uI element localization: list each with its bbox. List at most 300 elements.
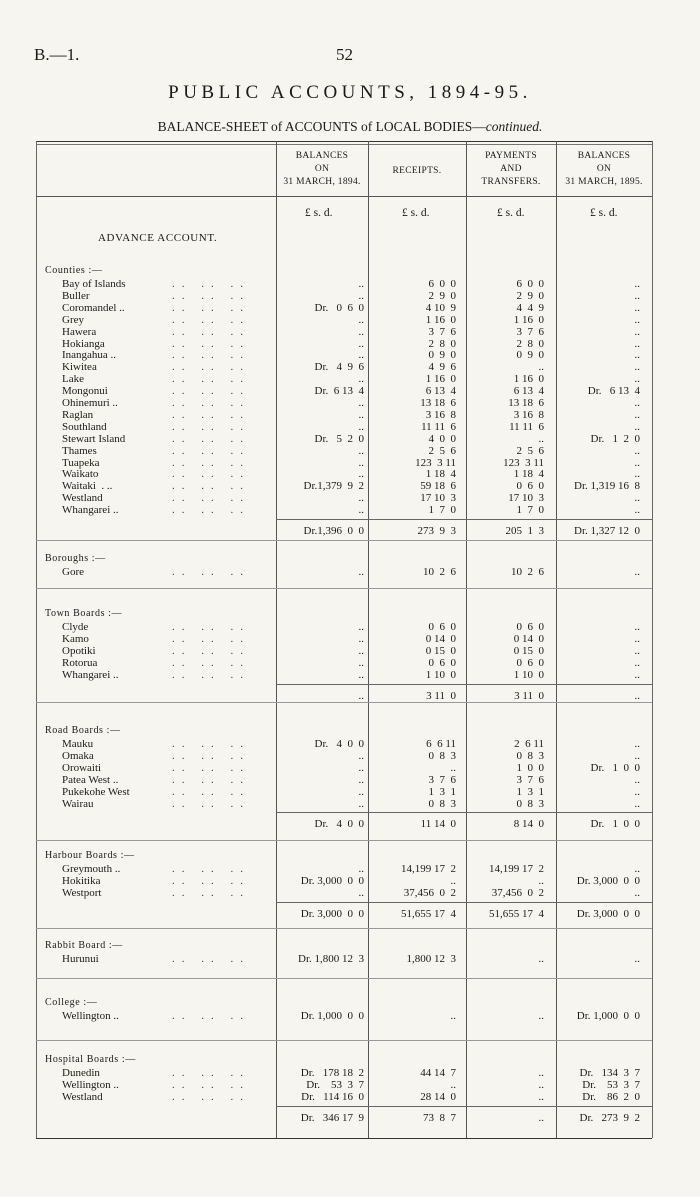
payments: 0 14 0 [513, 632, 544, 645]
total-c1: .. [358, 689, 364, 702]
table-row [36, 786, 652, 798]
row-name: Westland [62, 1090, 103, 1103]
balance-1895: .. [634, 408, 640, 421]
table-row [36, 397, 652, 409]
balance-1895: .. [634, 337, 640, 350]
receipts: 28 14 0 [420, 1090, 456, 1103]
payments: .. [538, 432, 544, 445]
table-row [36, 1067, 652, 1079]
payments: 3 7 6 [516, 325, 544, 338]
table-right-border [652, 141, 653, 1138]
total-c4: Dr. 273 9 2 [579, 1111, 640, 1124]
total-c2: 3 11 0 [426, 689, 456, 702]
table-row [36, 1091, 652, 1103]
balance-1895: .. [634, 773, 640, 786]
leader-dots: .. .. .. [172, 621, 250, 633]
section-title: College :— [45, 997, 98, 1008]
payments: 1 16 0 [513, 373, 544, 386]
row-name: Opotiki [62, 644, 96, 657]
row-name: Lake [62, 373, 84, 386]
row-name: Kamo [62, 632, 89, 645]
total-rule [276, 902, 652, 903]
table-row [36, 492, 652, 504]
table-row [36, 457, 652, 469]
balance-1895: .. [634, 468, 640, 481]
section-title: Rabbit Board :— [45, 940, 123, 951]
total-c3: .. [538, 1111, 544, 1124]
receipts: 6 0 0 [428, 278, 456, 290]
balance-1894: Dr. 53 3 7 [306, 1078, 364, 1091]
balance-1895: .. [634, 738, 640, 750]
table-row [36, 750, 652, 762]
receipts: 37,456 0 2 [403, 886, 456, 899]
total-c4: Dr. 1 0 0 [590, 818, 640, 831]
balance-1895: .. [634, 785, 640, 798]
payments: 37,456 0 2 [491, 886, 544, 899]
table-row [36, 633, 652, 645]
total-c3: 3 11 0 [514, 689, 544, 702]
section-separator [36, 588, 652, 589]
row-name: Southland [62, 420, 107, 433]
row-name: Wellington .. [62, 1010, 119, 1022]
row-name: Coromandel .. [62, 301, 125, 314]
table-row [36, 798, 652, 810]
receipts: .. [450, 874, 456, 887]
row-name: Dunedin [62, 1067, 100, 1079]
leader-dots: .. .. .. [172, 1078, 250, 1091]
row-name: Grey [62, 313, 84, 326]
table-row [36, 314, 652, 326]
balance-1895: .. [634, 668, 640, 681]
subtitle-main: BALANCE-SHEET of ACCOUNTS of LOCAL BODIES— [157, 119, 486, 134]
receipts: 10 2 6 [423, 566, 456, 578]
receipts: 2 5 6 [428, 444, 456, 457]
table-top-rule [36, 141, 652, 142]
balance-1894: .. [358, 886, 364, 899]
leader-dots: .. .. .. [172, 289, 250, 302]
payments: 0 6 0 [516, 480, 544, 493]
leader-dots: .. .. .. [172, 385, 250, 398]
table-row [36, 657, 652, 669]
column-header [556, 150, 652, 189]
leader-dots: .. .. .. [172, 1067, 250, 1079]
column-header-line: TRANSFERS. [481, 177, 541, 187]
section-separator [36, 978, 652, 979]
receipts: .. [450, 1078, 456, 1091]
table-row [36, 1079, 652, 1091]
header-bottom-rule [36, 196, 652, 197]
total-c1: Dr. 346 17 9 [300, 1111, 364, 1124]
balance-1895: .. [634, 313, 640, 326]
section-title: Town Boards :— [45, 608, 123, 619]
leader-dots: .. .. .. [172, 456, 250, 469]
balance-1895: .. [634, 797, 640, 810]
payments: 11 11 6 [509, 420, 544, 433]
column-header [466, 150, 556, 189]
receipts: 1 10 0 [425, 668, 456, 681]
section-separator [36, 540, 652, 541]
payments: 0 6 0 [516, 656, 544, 669]
leader-dots: .. .. .. [172, 373, 250, 386]
page-subtitle [0, 119, 700, 135]
column-header-line: ON [596, 164, 612, 174]
table-row [36, 468, 652, 480]
total-c1: Dr.1,396 0 0 [303, 525, 364, 537]
balance-1894: .. [358, 444, 364, 457]
leader-dots: .. .. .. [172, 504, 250, 517]
balance-1894: .. [358, 785, 364, 798]
payments: .. [538, 1067, 544, 1079]
table-row [36, 433, 652, 445]
payments: .. [538, 1010, 544, 1022]
balance-1894: .. [358, 621, 364, 633]
currency-units: £ s. d. [590, 207, 618, 219]
receipts: 4 0 0 [428, 432, 456, 445]
row-name: Inangahua .. [62, 349, 117, 362]
payments: 2 5 6 [516, 444, 544, 457]
balance-1894: .. [358, 373, 364, 386]
total-c4: Dr. 1,327 12 0 [574, 525, 640, 537]
balance-1895: Dr. 1 0 0 [590, 761, 640, 774]
receipts: 14,199 17 2 [401, 863, 456, 875]
receipts: 11 11 6 [421, 420, 456, 433]
row-name: Waikato [62, 468, 99, 481]
payments: 2 8 0 [516, 337, 544, 350]
row-name: Patea West .. [62, 773, 119, 786]
leader-dots: .. .. .. [172, 656, 250, 669]
balance-1894: .. [358, 468, 364, 481]
balance-1895: Dr. 3,000 0 0 [576, 874, 640, 887]
row-name: Hurunui [62, 953, 99, 965]
table-row [36, 887, 652, 899]
document-code: B.—1. [34, 45, 80, 64]
table-row [36, 409, 652, 421]
table-row [36, 361, 652, 373]
advance-account-title: ADVANCE ACCOUNT. [98, 232, 218, 244]
balance-1895: .. [634, 863, 640, 875]
receipts: 0 8 3 [428, 797, 456, 810]
table-row [36, 566, 652, 578]
table-row [36, 953, 652, 965]
leader-dots: .. .. .. [172, 773, 250, 786]
receipts: 17 10 3 [420, 492, 456, 505]
receipts: 0 6 0 [428, 621, 456, 633]
leader-dots: .. .. .. [172, 492, 250, 505]
balance-1895: .. [634, 656, 640, 669]
total-c2: 51,655 17 4 [401, 907, 456, 920]
payments: .. [538, 1078, 544, 1091]
balance-1894: .. [358, 325, 364, 338]
receipts: 6 6 11 [426, 738, 456, 750]
total-row [36, 690, 652, 704]
total-c1: Dr. 4 0 0 [314, 818, 364, 831]
balance-1895: .. [634, 349, 640, 362]
table-row [36, 326, 652, 338]
receipts: 1 16 0 [425, 313, 456, 326]
total-row [36, 818, 652, 832]
balance-1894: Dr. 5 2 0 [314, 432, 364, 445]
receipts: 3 7 6 [428, 325, 456, 338]
leader-dots: .. .. .. [172, 480, 250, 493]
table-row [36, 338, 652, 350]
balance-1894: .. [358, 349, 364, 362]
table-row [36, 385, 652, 397]
total-c3: 51,655 17 4 [489, 907, 544, 920]
row-name: Hokianga [62, 337, 105, 350]
leader-dots: .. .. .. [172, 301, 250, 314]
balance-1894: .. [358, 313, 364, 326]
leader-dots: .. .. .. [172, 313, 250, 326]
leader-dots: .. .. .. [172, 632, 250, 645]
payments: 4 4 9 [516, 301, 544, 314]
balance-1894: .. [358, 289, 364, 302]
leader-dots: .. .. .. [172, 797, 250, 810]
receipts: 6 13 4 [425, 385, 456, 398]
leader-dots: .. .. .. [172, 874, 250, 887]
payments: 3 7 6 [516, 773, 544, 786]
balance-1894: .. [358, 761, 364, 774]
row-name: Omaka [62, 749, 94, 762]
table-row [36, 1010, 652, 1022]
table-row [36, 875, 652, 887]
payments: 3 16 8 [513, 408, 544, 421]
balance-1894: .. [358, 773, 364, 786]
balance-1895: .. [634, 504, 640, 517]
receipts: 0 9 0 [428, 349, 456, 362]
total-rule [276, 812, 652, 813]
column-header-line: BALANCES [577, 151, 631, 161]
row-name: Whangarei .. [62, 668, 119, 681]
receipts: 0 15 0 [425, 644, 456, 657]
receipts: 59 18 6 [420, 480, 456, 493]
row-name: Tuapeka [62, 456, 100, 469]
leader-dots: .. .. .. [172, 349, 250, 362]
leader-dots: .. .. .. [172, 668, 250, 681]
row-name: Hawera [62, 325, 97, 338]
leader-dots: .. .. .. [172, 863, 250, 875]
balance-1895: Dr. 1 2 0 [590, 432, 640, 445]
row-name: Ohinemuri .. [62, 397, 118, 409]
balance-1895: .. [634, 749, 640, 762]
balance-1894: .. [358, 456, 364, 469]
currency-units: £ s. d. [497, 207, 525, 219]
row-name: Mongonui [62, 385, 108, 398]
row-name: Wairau [62, 797, 94, 810]
balance-1895: .. [634, 301, 640, 314]
table-row [36, 738, 652, 750]
section-separator [36, 928, 652, 929]
column-header [368, 165, 466, 178]
row-name: Bay of Islands [62, 278, 126, 290]
payments: 0 6 0 [516, 621, 544, 633]
balance-1894: Dr. 4 9 6 [314, 361, 364, 374]
table-row [36, 774, 652, 786]
leader-dots: .. .. .. [172, 361, 250, 374]
table-row [36, 445, 652, 457]
receipts: 0 6 0 [428, 656, 456, 669]
balance-1894: .. [358, 863, 364, 875]
balance-1894: .. [358, 566, 364, 578]
row-name: Thames [62, 444, 97, 457]
row-name: Greymouth .. [62, 863, 121, 875]
total-row [36, 908, 652, 922]
leader-dots: .. .. .. [172, 644, 250, 657]
table-row [36, 669, 652, 681]
balance-1894: Dr. 6 13 4 [314, 385, 364, 398]
row-name: Clyde [62, 621, 89, 633]
balance-1895: .. [634, 325, 640, 338]
section-separator [36, 840, 652, 841]
payments: 6 13 4 [513, 385, 544, 398]
currency-units: £ s. d. [402, 207, 430, 219]
balance-1894: .. [358, 420, 364, 433]
balance-1895: .. [634, 566, 640, 578]
balance-1894: .. [358, 278, 364, 290]
payments: 17 10 3 [508, 492, 544, 505]
leader-dots: .. .. .. [172, 953, 250, 965]
payments: .. [538, 361, 544, 374]
balance-1895: .. [634, 886, 640, 899]
payments: 1 10 0 [513, 668, 544, 681]
leader-dots: .. .. .. [172, 420, 250, 433]
balance-1894: Dr. 1,000 0 0 [300, 1010, 364, 1022]
balance-1894: .. [358, 397, 364, 409]
payments: 14,199 17 2 [489, 863, 544, 875]
row-name: Wellington .. [62, 1078, 119, 1091]
total-rule [276, 519, 652, 520]
total-rule [276, 684, 652, 685]
payments: 123 3 11 [503, 456, 544, 469]
table-row [36, 480, 652, 492]
balance-1894: Dr. 4 0 0 [314, 738, 364, 750]
total-row [36, 1112, 652, 1126]
receipts: 3 16 8 [425, 408, 456, 421]
receipts: 1 3 1 [428, 785, 456, 798]
leader-dots: .. .. .. [172, 468, 250, 481]
row-name: Buller [62, 289, 90, 302]
receipts: 4 10 9 [425, 301, 456, 314]
balance-1894: .. [358, 656, 364, 669]
table-row [36, 278, 652, 290]
payments: 0 8 3 [516, 797, 544, 810]
balance-1895: .. [634, 278, 640, 290]
balance-1894: .. [358, 632, 364, 645]
receipts: 2 9 0 [428, 289, 456, 302]
receipts: 1 7 0 [428, 504, 456, 517]
receipts: .. [450, 1010, 456, 1022]
column-header-line: AND [500, 164, 522, 174]
leader-dots: .. .. .. [172, 738, 250, 750]
total-c2: 73 8 7 [423, 1111, 456, 1124]
leader-dots: .. .. .. [172, 749, 250, 762]
balance-1895: .. [634, 397, 640, 409]
payments: 1 18 4 [513, 468, 544, 481]
balance-1895: .. [634, 444, 640, 457]
subtitle-continued: continued. [485, 119, 543, 134]
table-row [36, 645, 652, 657]
balance-1894: .. [358, 749, 364, 762]
balance-1894: .. [358, 668, 364, 681]
table-row [36, 863, 652, 875]
balance-1894: .. [358, 492, 364, 505]
column-header-line: RECEIPTS. [392, 166, 442, 176]
balance-1894: .. [358, 797, 364, 810]
page-title: PUBLIC ACCOUNTS, 1894-95. [168, 82, 532, 103]
row-name: Waitaki . .. [62, 480, 113, 493]
leader-dots: .. .. .. [172, 325, 250, 338]
section-title: Harbour Boards :— [45, 850, 135, 861]
payments: 10 2 6 [511, 566, 544, 578]
table-row [36, 302, 652, 314]
row-name: Whangarei .. [62, 504, 119, 517]
balance-1895: .. [634, 289, 640, 302]
balance-1895: .. [634, 953, 640, 965]
payments: 1 7 0 [516, 504, 544, 517]
balance-1895: .. [634, 361, 640, 374]
payments: 0 15 0 [513, 644, 544, 657]
balance-1894: Dr. 1,800 12 3 [298, 953, 364, 965]
receipts: 4 9 6 [428, 361, 456, 374]
section-title: Hospital Boards :— [45, 1054, 136, 1065]
balance-1895: .. [634, 621, 640, 633]
payments: 1 0 0 [516, 761, 544, 774]
payments: 2 6 11 [514, 738, 544, 750]
total-c4: .. [634, 689, 640, 702]
table-row [36, 421, 652, 433]
receipts: 123 3 11 [415, 456, 456, 469]
receipts: 2 8 0 [428, 337, 456, 350]
balance-1895: Dr. 6 13 4 [587, 385, 640, 398]
balance-1895: Dr. 1,000 0 0 [576, 1010, 640, 1022]
receipts: 0 8 3 [428, 749, 456, 762]
section-title: Road Boards :— [45, 725, 121, 736]
row-name: Raglan [62, 408, 94, 421]
table-row [36, 762, 652, 774]
balance-1895: Dr. 1,319 16 8 [574, 480, 640, 493]
leader-dots: .. .. .. [172, 408, 250, 421]
receipts: 1,800 12 3 [406, 953, 456, 965]
balance-1894: Dr. 178 18 2 [300, 1067, 364, 1079]
balance-1895: .. [634, 644, 640, 657]
payments: 2 9 0 [516, 289, 544, 302]
payments: 0 8 3 [516, 749, 544, 762]
currency-units: £ s. d. [305, 207, 333, 219]
balance-1895: .. [634, 420, 640, 433]
receipts: 1 16 0 [425, 373, 456, 386]
column-header [276, 150, 368, 189]
total-c2: 273 9 3 [417, 525, 456, 537]
payments: 6 0 0 [516, 278, 544, 290]
row-name: Pukekohe West [62, 785, 130, 798]
row-name: Gore [62, 566, 84, 578]
row-name: Hokitika [62, 874, 101, 887]
balance-1894: .. [358, 644, 364, 657]
leader-dots: .. .. .. [172, 1090, 250, 1103]
balance-1894: Dr.1,379 9 2 [303, 480, 364, 493]
column-header-line: ON [314, 164, 330, 174]
leader-dots: .. .. .. [172, 761, 250, 774]
table-bottom-rule [36, 1138, 652, 1139]
balance-1895: Dr. 53 3 7 [582, 1078, 640, 1091]
receipts: 0 14 0 [425, 632, 456, 645]
row-name: Stewart Island [62, 432, 126, 445]
payments: .. [538, 1090, 544, 1103]
table-row [36, 373, 652, 385]
payments: 0 9 0 [516, 349, 544, 362]
payments: 1 3 1 [516, 785, 544, 798]
balance-1894: .. [358, 504, 364, 517]
table-row [36, 290, 652, 302]
